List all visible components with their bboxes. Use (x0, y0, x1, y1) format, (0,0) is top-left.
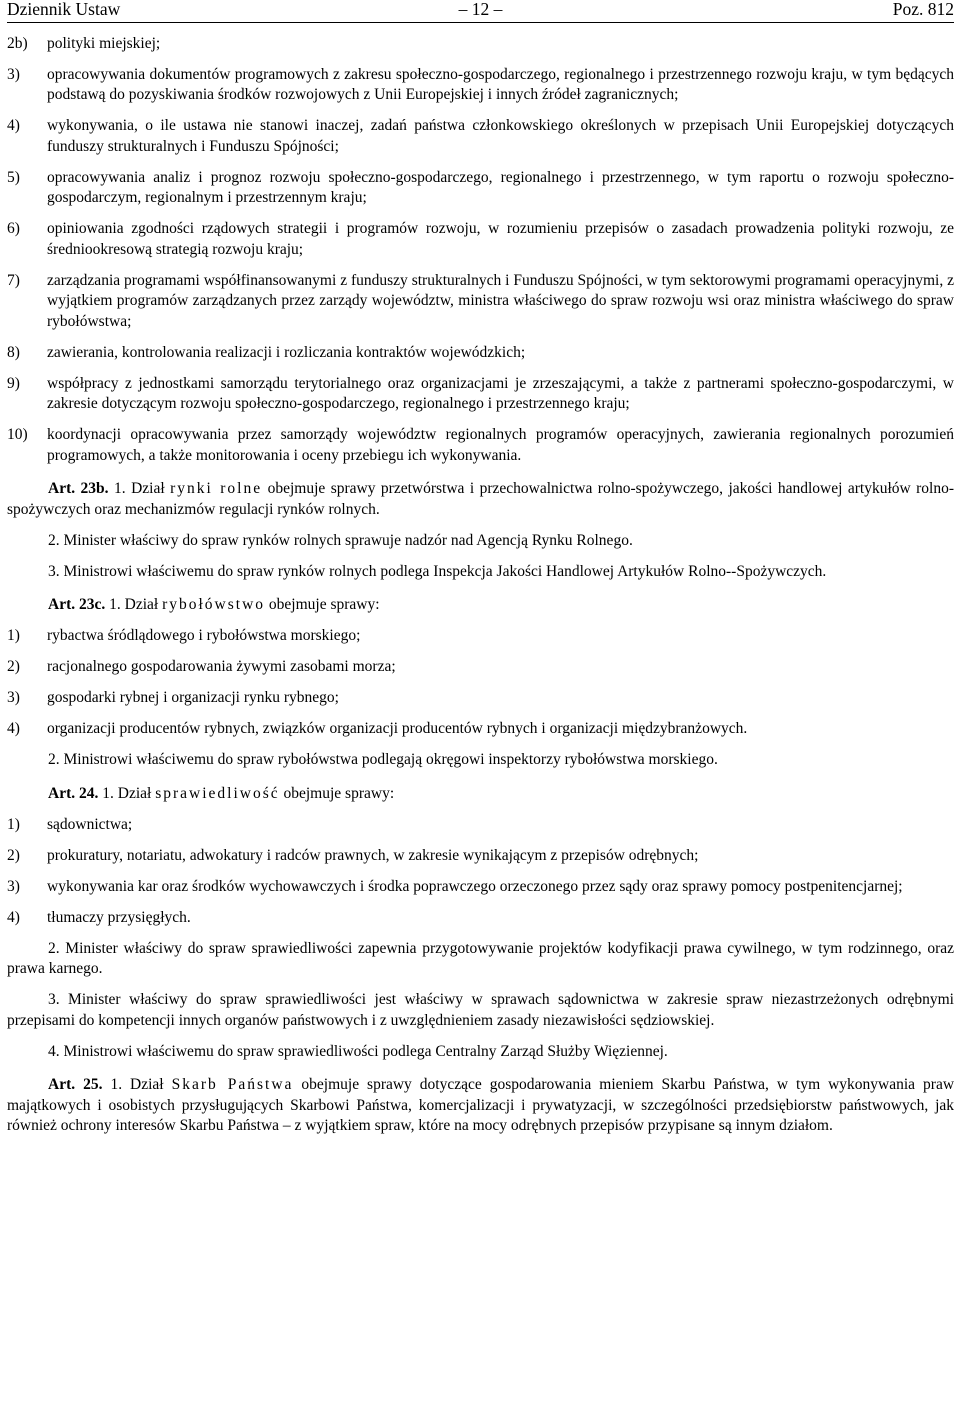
item-number: 1) (7, 627, 20, 644)
item-text: tłumaczy przysięgłych. (47, 908, 191, 926)
item-text: zawierania, kontrolowania realizacji i rozliczania kontraktów wojewódzkich; (47, 343, 526, 361)
item-number: 10) (7, 426, 28, 443)
item-number: 3) (7, 65, 20, 83)
list-item (7, 34, 954, 55)
item-text: rybactwa śródlądowego i rybołówstwa morskiego; (47, 627, 361, 644)
list-item (7, 219, 954, 260)
art24-para1: Art. 24. 1. Dział sprawiedliwość obejmuje sprawy: (48, 784, 395, 802)
item-text: opracowywania analiz i prognoz rozwoju społeczno-gospodarczego, regionalnego i przestrzennego, w tym raportu o rozwoju społeczno-gospodarczym, regionalnym i przestrzennym kraju; (47, 168, 954, 206)
art23b-para2: 2. Minister właściwy do spraw rynków rolnych sprawuje nadzór nad Agencją Rynku Rolnego. (48, 531, 633, 549)
position-number: Poz. 812 (892, 0, 954, 19)
list-item (7, 815, 954, 836)
item-text: opracowywania dokumentów programowych z zakresu społeczno-gospodarczego, regionalnego i przestrzennego rozwoju kraju, w tym będących podstawą do pozyskiwania środków rozwojowych z Unii Europejskiej i innych źródeł zagranicznych; (47, 65, 954, 103)
list-item (7, 626, 954, 647)
art23b-para3: 3. Ministrowi właściwemu do spraw rynków rolnych podlega Inspekcja Jakości Handlowej Artykułów Rolno--Spożywczych. (48, 562, 827, 580)
item-text: zarządzania programami współfinansowanymi z funduszy strukturalnych i Funduszu Spójności, w tym sektorowymi programami operacyjnymi, z wyjątkiem programów zarządzanych przez zarządy województw, ministra właściwego do spraw rozwoju wsi oraz ministra właściwego do spraw rybołówstwa; (47, 271, 954, 330)
document-body (7, 34, 954, 1137)
item-number: 4) (7, 720, 20, 737)
list-item (7, 877, 954, 898)
division-name: rynki rolne (170, 480, 263, 497)
list-item (7, 688, 954, 709)
art23b-para1: Art. 23b. 1. Dział rynki rolne obejmuje sprawy przetwórstwa i przechowalnictwa rolno-spożywczego, jakości handlowej artykułów rolno-spożywczych oraz mechanizmów regulacji rynków rolnych. (7, 480, 955, 518)
list-item (7, 116, 954, 157)
division-name: sprawiedliwość (155, 784, 280, 802)
item-text: prokuratury, notariatu, adwokatury i radców prawnych, w zakresie wynikającym z przepisów odrębnych; (47, 846, 699, 864)
journal-title: Dziennik Ustaw (7, 0, 121, 19)
list-item (7, 374, 954, 415)
item-number: 7) (7, 271, 20, 289)
item-text: wykonywania kar oraz środków wychowawczych i środka poprawczego orzeczonego przez sądy oraz sprawy pomocy postpenitencjarnej; (47, 877, 903, 895)
item-text: koordynacji opracowywania przez samorządy województw regionalnych programów operacyjnych, zawierania regionalnych porozumień programowych, a także monitorowania i oceny przebiegu ich wykonywania. (47, 426, 954, 464)
art23c-para1: Art. 23c. 1. Dział rybołówstwo obejmuje sprawy: (48, 596, 380, 613)
article-label: Art. 23c. (48, 596, 106, 613)
list-item (7, 719, 954, 740)
list-item (7, 271, 954, 333)
list-item (7, 168, 954, 209)
item-text: racjonalnego gospodarowania żywymi zasobami morza; (47, 658, 396, 675)
item-list-art23c (7, 626, 954, 740)
item-number: 1) (7, 815, 20, 833)
item-list-art23a (7, 34, 954, 467)
article-label: Art. 23b. (48, 480, 109, 497)
article-label: Art. 24. (48, 784, 99, 802)
item-text: organizacji producentów rybnych, związków organizacji producentów rybnych i organizacji międzybranżowych. (47, 720, 748, 737)
item-number: 8) (7, 343, 20, 361)
item-number: 4) (7, 908, 20, 926)
division-name: Skarb Państwa (171, 1076, 294, 1093)
art25-para1: Art. 25. 1. Dział Skarb Państwa obejmuje sprawy dotyczące gospodarowania mieniem Skarbu Państwa, w tym wykonywania praw majątkowych i osobistych przysługujących Skarbowi Państwa, komercjalizacji i prywatyzacji, w szczególności przedsiębiorstw państwowych, jak również ochrony interesów Skarbu Państwa – z wyjątkiem spraw, które na mocy odrębnych przepisów przypisane są innym działom. (7, 1076, 955, 1134)
item-number: 2) (7, 658, 20, 675)
division-name: rybołówstwo (162, 596, 266, 613)
art24-para4: 4. Ministrowi właściwemu do spraw sprawiedliwości podlega Centralny Zarząd Służby Więziennej. (48, 1042, 668, 1060)
list-item (7, 908, 954, 929)
list-item (7, 65, 954, 106)
page-header (7, 0, 954, 23)
item-number: 5) (7, 168, 20, 186)
item-text: gospodarki rybnej i organizacji rynku rybnego; (47, 689, 339, 706)
item-number: 2) (7, 846, 20, 864)
item-text: wykonywania, o ile ustawa nie stanowi inaczej, zadań państwa członkowskiego określonych w przepisach Unii Europejskiej dotyczących funduszy strukturalnych i Funduszu Spójności; (47, 117, 954, 155)
item-number: 3) (7, 689, 20, 706)
item-text: współpracy z jednostkami samorządu terytorialnego oraz organizacjami je zrzeszającymi, a także z partnerami społeczno-gospodarczymi, w zakresie dotyczącym rozwoju społeczno-gospodarczego, regionalnego i przestrzennego kraju; (47, 374, 954, 412)
list-item (7, 657, 954, 678)
item-list-art24 (7, 815, 954, 929)
item-number: 3) (7, 877, 20, 895)
item-number: 6) (7, 220, 20, 237)
list-item (7, 846, 954, 867)
item-text: opiniowania zgodności rządowych strategii i programów rozwoju, w rozumieniu przepisów o zasadach prowadzenia polityki rozwoju, ze średniookresową strategią rozwoju kraju; (47, 220, 954, 258)
page-number: – 12 – (458, 0, 503, 19)
art24-para2: 2. Minister właściwy do spraw sprawiedliwości zapewnia przygotowywanie projektów kodyfikacji prawa cywilnego, w tym rodzinnego, oraz prawa karnego. (7, 939, 954, 977)
art23c-para2: 2. Ministrowi właściwemu do spraw rybołówstwa podlegają okręgowi inspektorzy rybołówstwa morskiego. (48, 751, 718, 768)
list-item (7, 343, 954, 364)
item-text: sądownictwa; (47, 815, 133, 833)
art24-para3: 3. Minister właściwy do spraw sprawiedliwości jest właściwy w sprawach sądownictwa w zakresie spraw niezastrzeżonych odrębnymi przepisami do kompetencji innych organów państwowych i z uwzględnieniem zasady niezawisłości sędziowskiej. (7, 991, 954, 1029)
item-text: polityki miejskiej; (47, 34, 161, 52)
item-number: 4) (7, 117, 20, 134)
list-item (7, 425, 954, 466)
item-number: 9) (7, 374, 20, 392)
item-number: 2b) (7, 34, 28, 52)
article-label: Art. 25. (48, 1076, 103, 1093)
